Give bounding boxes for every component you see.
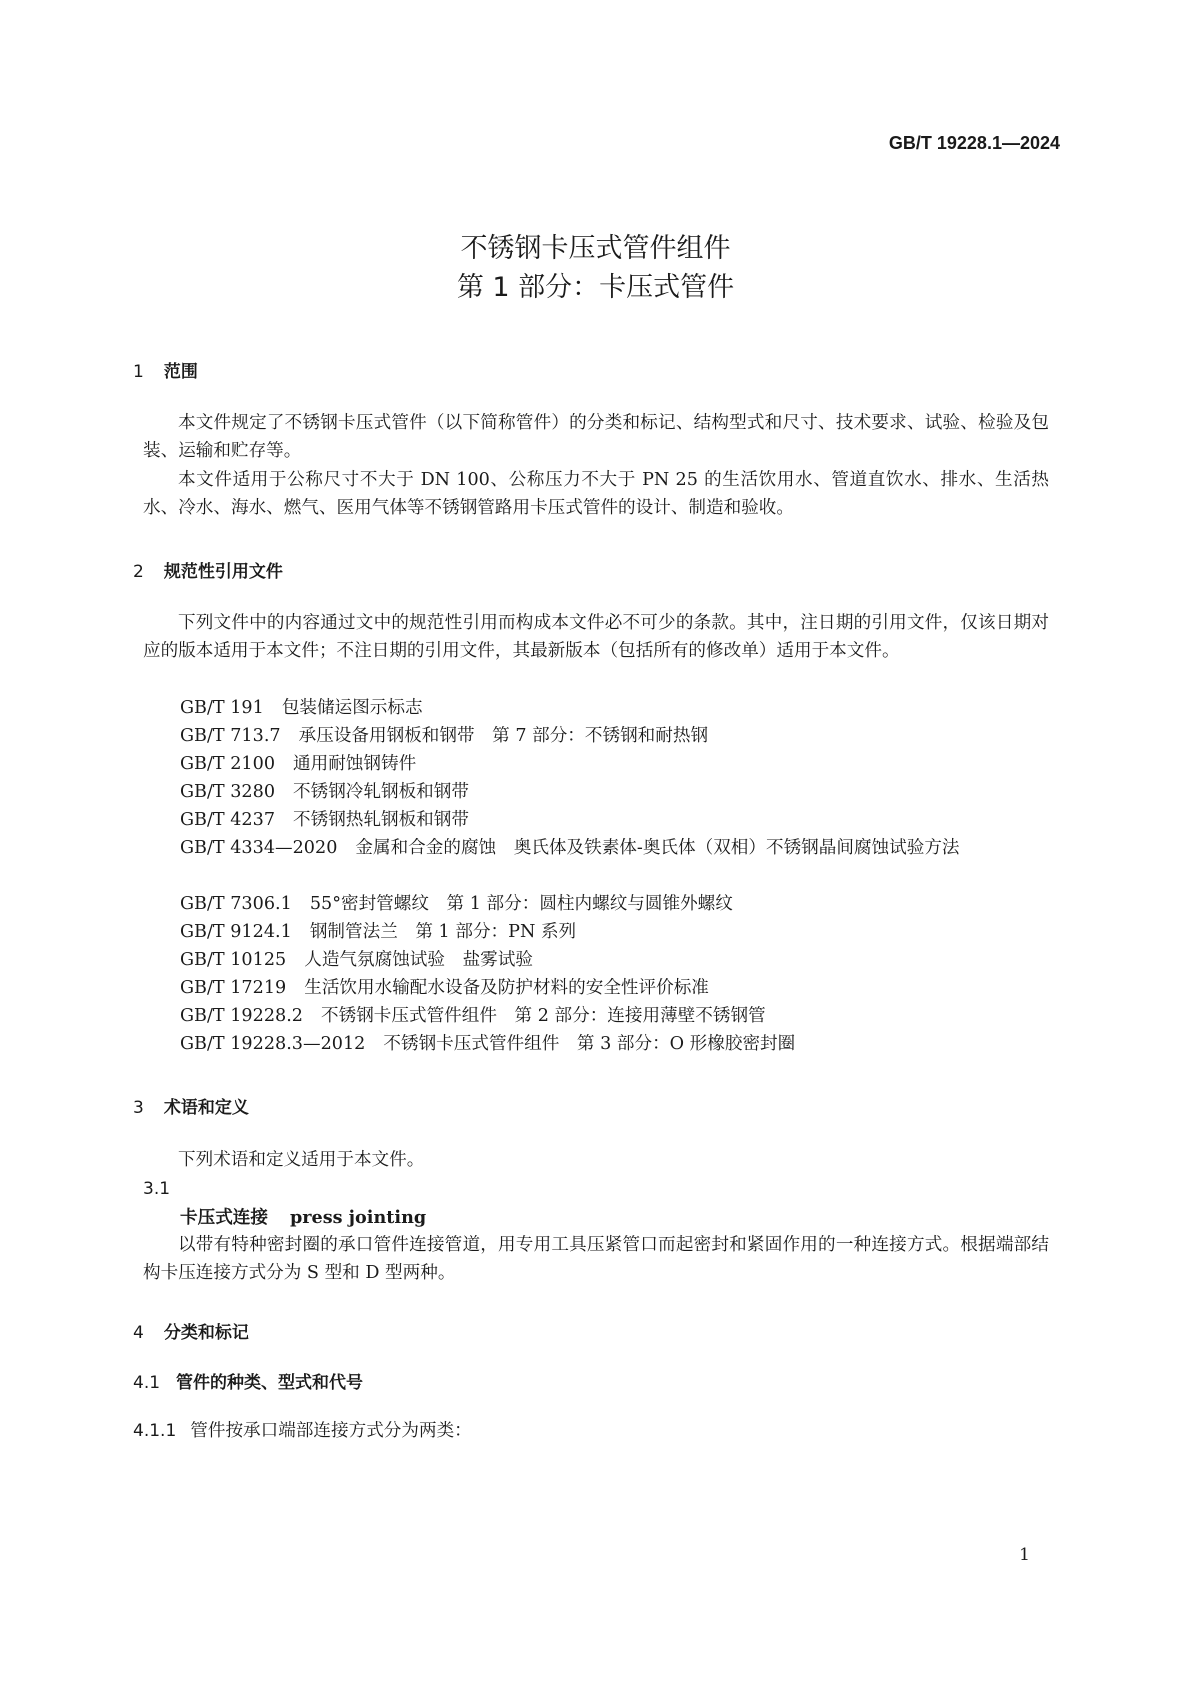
reference-item [143, 834, 1049, 862]
reference-item [180, 974, 709, 1002]
reference-code: GB/T 713.7 [180, 726, 281, 746]
reference-title: 不锈钢卡压式管件组件 第 3 部分：O 形橡胶密封圈 [383, 1034, 796, 1054]
subsection-title: 管件的种类、型式和代号 [176, 1373, 364, 1393]
scope-paragraph-1: 本文件规定了不锈钢卡压式管件（以下简称管件）的分类和标记、结构型式和尺寸、技术要求、试验、检验及包装、运输和贮存等。 [143, 413, 1049, 461]
term-definition: 以带有特种密封圈的承口管件连接管道，用专用工具压紧管口而起密封和紧固作用的一种连接方式。根据端部结构卡压连接方式分为 S 型和 D 型两种。 [143, 1235, 1049, 1283]
section-number: 1 [133, 362, 144, 382]
reference-code: GB/T 3280 [180, 782, 276, 802]
reference-code: GB/T 7306.1 [180, 894, 292, 914]
reference-title: 人造气氛腐蚀试验 盐雾试验 [304, 950, 533, 970]
subsection-heading [133, 1368, 363, 1393]
section-heading-normative-references [133, 557, 283, 582]
clause-number: 4.1.1 [133, 1421, 177, 1441]
reference-title: 钢制管法兰 第 1 部分：PN 系列 [309, 922, 577, 942]
reference-code: GB/T 4334—2020 [180, 838, 338, 858]
reference-item [180, 806, 469, 834]
section-number: 3 [133, 1098, 144, 1118]
reference-title: 承压设备用钢板和钢带 第 7 部分：不锈钢和耐热钢 [298, 726, 709, 746]
reference-title: 金属和合金的腐蚀 奥氏体及铁素体-奥氏体（双相）不锈钢晶间腐蚀试验方法 [355, 838, 960, 858]
term-english: press jointing [289, 1207, 427, 1228]
term-entry [180, 1204, 426, 1229]
reference-item [180, 918, 576, 946]
reference-code: GB/T 17219 [180, 978, 287, 998]
document-title: 不锈钢卡压式管件组件 [460, 233, 731, 264]
reference-item [180, 1002, 766, 1030]
standard-code: GB/T 19228.1—2024 [888, 133, 1060, 153]
reference-item [180, 778, 469, 806]
subsection-number: 4.1 [133, 1373, 161, 1393]
section-title: 术语和定义 [163, 1098, 249, 1118]
terms-intro: 下列术语和定义适用于本文件。 [178, 1150, 425, 1170]
term-number: 3.1 [143, 1179, 171, 1199]
section-number: 4 [133, 1323, 144, 1343]
reference-title: 通用耐蚀钢铸件 [293, 754, 417, 774]
reference-code: GB/T 191 [180, 698, 264, 718]
section-heading-scope [133, 357, 198, 382]
reference-item [180, 890, 733, 918]
section-heading-classification [133, 1318, 249, 1343]
reference-title: 55°密封管螺纹 第 1 部分：圆柱内螺纹与圆锥外螺纹 [309, 894, 733, 914]
reference-code: GB/T 10125 [180, 950, 287, 970]
section-title: 范围 [163, 362, 198, 382]
term-chinese: 卡压式连接 [180, 1208, 268, 1228]
reference-title: 不锈钢热轧钢板和钢带 [293, 810, 469, 830]
reference-code: GB/T 2100 [180, 754, 276, 774]
reference-code: GB/T 19228.3—2012 [180, 1034, 366, 1054]
page-number: 1 [1019, 1545, 1030, 1565]
reference-item [180, 694, 423, 722]
reference-title: 不锈钢冷轧钢板和钢带 [293, 782, 469, 802]
reference-title: 不锈钢卡压式管件组件 第 2 部分：连接用薄壁不锈钢管 [321, 1006, 766, 1026]
reference-item [180, 750, 416, 778]
references-intro: 下列文件中的内容通过文中的规范性引用而构成本文件必不可少的条款。其中，注日期的引用文件，仅该日期对应的版本适用于本文件；不注日期的引用文件，其最新版本（包括所有的修改单）适用于本文件。 [143, 613, 1049, 661]
clause-text: 管件按承口端部连接方式分为两类： [190, 1421, 472, 1441]
reference-title: 包装储运图示标志 [281, 698, 423, 718]
reference-code: GB/T 4237 [180, 810, 276, 830]
reference-code: GB/T 19228.2 [180, 1006, 303, 1026]
scope-paragraph-2: 本文件适用于公称尺寸不大于 DN 100、公称压力不大于 PN 25 的生活饮用水、管道直饮水、排水、生活热水、冷水、海水、燃气、医用气体等不锈钢管路用卡压式管件的设计、制造和验收。 [143, 470, 1049, 518]
section-heading-terms [133, 1093, 249, 1118]
document-subtitle: 第 1 部分：卡压式管件 [456, 272, 735, 303]
reference-item [180, 946, 533, 974]
reference-title: 生活饮用水输配水设备及防护材料的安全性评价标准 [304, 978, 709, 998]
reference-item [180, 1030, 795, 1058]
section-number: 2 [133, 562, 144, 582]
section-title: 分类和标记 [163, 1323, 249, 1343]
reference-code: GB/T 9124.1 [180, 922, 292, 942]
reference-item [180, 722, 708, 750]
section-title: 规范性引用文件 [163, 562, 283, 582]
clause-4-1-1 [133, 1417, 472, 1442]
